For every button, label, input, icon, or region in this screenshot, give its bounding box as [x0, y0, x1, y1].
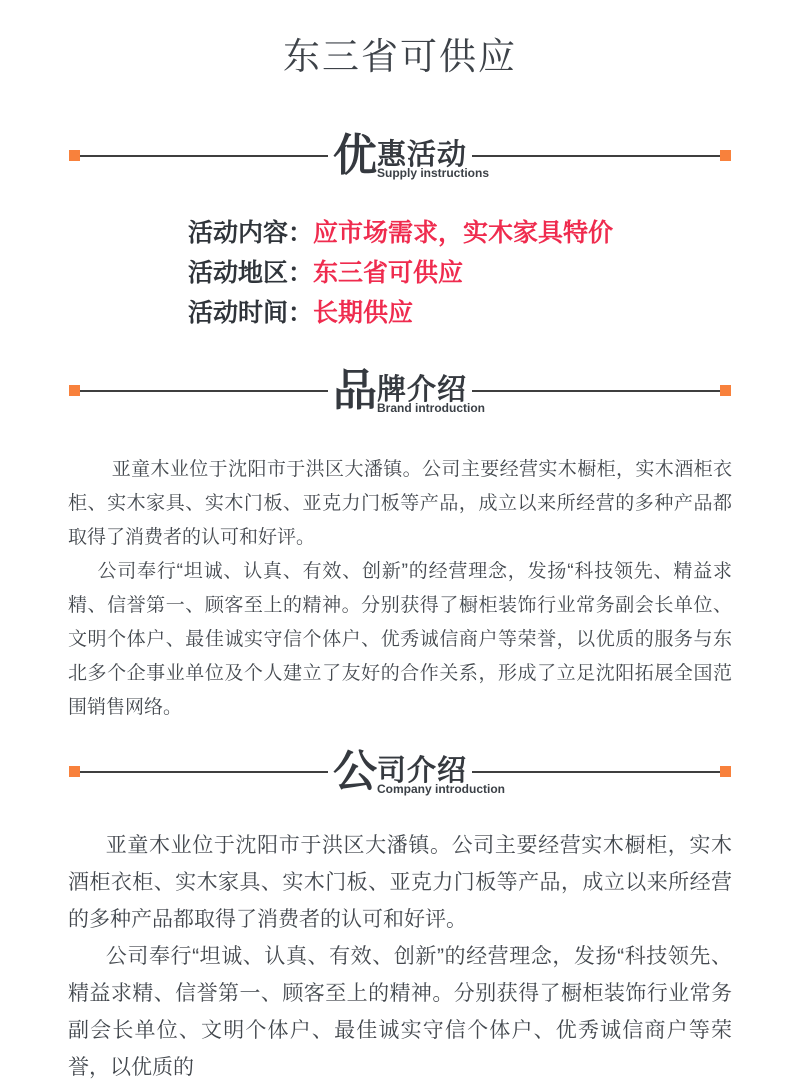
- promo-label: 活动时间：: [188, 299, 314, 327]
- brand-paragraph-2: 公司奉行“坦诚、认真、有效、创新”的经营理念，发扬“科技领先、精益求精、信誉第一、顾客至上的精神。分别获得了橱柜装饰行业常务副会长单位、文明个体户、最佳诚实守信个体户、优秀诚信商户等荣誉，以优质的服务与东北多个企事业单位及个人建立了友好的合作关系，形成了立足沈阳拓展全国范围销售网络。: [68, 561, 732, 718]
- divider-line: [80, 771, 328, 773]
- company-paragraph-2: 公司奉行“坦诚、认真、有效、创新”的经营理念，发扬“科技领先、精益求精、信誉第一、顾客至上的精神。分别获得了橱柜装饰行业常务副会长单位、文明个体户、最佳诚实守信个体户、优秀诚信商户等荣誉，以优质的: [68, 945, 732, 1079]
- promo-label: 活动地区：: [188, 259, 314, 287]
- promo-list: [188, 211, 800, 331]
- brand-header-text: [328, 366, 485, 416]
- brand-section-header: [69, 368, 731, 416]
- brand-header-subtitle: Brand introduction: [377, 401, 485, 415]
- company-header-first-char: 公: [333, 747, 377, 796]
- promo-row-content: [188, 211, 800, 251]
- accent-square-icon: [69, 385, 80, 396]
- divider-line: [80, 390, 328, 392]
- accent-square-icon: [69, 150, 80, 161]
- promo-header-text: [328, 131, 490, 181]
- company-header-text: [328, 747, 505, 797]
- promo-value: 东三省可供应: [313, 259, 464, 287]
- promo-value: 应市场需求，实木家具特价: [313, 219, 614, 247]
- accent-square-icon: [720, 150, 731, 161]
- promo-header-rest: 惠活动: [377, 139, 468, 171]
- company-intro-text: [68, 827, 732, 1086]
- brand-paragraph-1: 亚童木业位于沈阳市于洪区大潘镇。公司主要经营实木橱柜，实木酒柜衣柜、实木家具、实木门板、亚克力门板等产品，成立以来所经营的多种产品都取得了消费者的认可和好评。: [68, 459, 732, 548]
- accent-square-icon: [720, 766, 731, 777]
- promo-label: 活动内容：: [188, 219, 314, 247]
- promo-header-first-char: 优: [333, 131, 377, 180]
- divider-line: [472, 390, 720, 392]
- company-header-subtitle: Company introduction: [377, 782, 505, 796]
- brand-intro-text: [68, 453, 732, 725]
- divider-line: [80, 155, 328, 157]
- page-title: 东三省可供应: [283, 36, 517, 77]
- brand-header-first-char: 品: [333, 366, 377, 415]
- company-header-rest: 司介绍: [377, 755, 468, 787]
- divider-line: [472, 155, 720, 157]
- company-paragraph-1: 亚童木业位于沈阳市于洪区大潘镇。公司主要经营实木橱柜，实木酒柜衣柜、实木家具、实木门板、亚克力门板等产品，成立以来所经营的多种产品都取得了消费者的认可和好评。: [68, 834, 732, 931]
- promo-value: 长期供应: [313, 299, 414, 327]
- company-section-header: [69, 749, 731, 797]
- brand-header-rest: 牌介绍: [377, 374, 468, 406]
- divider-line: [472, 771, 720, 773]
- product-description-page: [0, 26, 800, 1079]
- promo-row-time: [188, 291, 800, 331]
- promo-section-header: [69, 133, 731, 181]
- promo-header-subtitle: Supply instructions: [377, 166, 490, 180]
- promo-row-region: [188, 251, 800, 291]
- accent-square-icon: [69, 766, 80, 777]
- accent-square-icon: [720, 385, 731, 396]
